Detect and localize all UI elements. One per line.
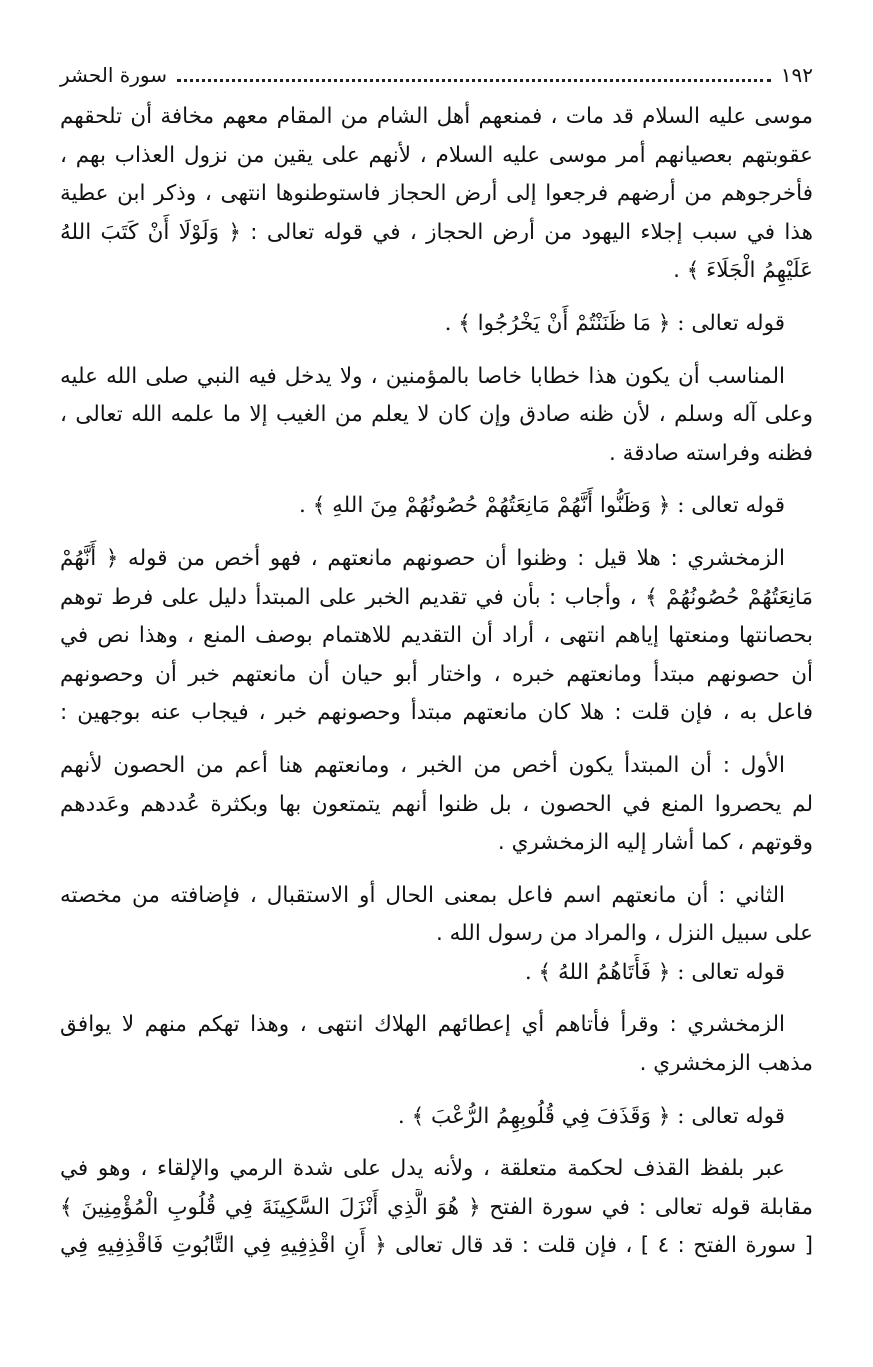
- text-line: فاعل به ، فإن قلت : هلا كان مانعتهم مبتدأ وحصونهم خبر ، فيجاب عنه بوجهين :: [60, 700, 813, 726]
- text-line: الثاني : أن مانعتهم اسم فاعل بمعنى الحال أو الاستقبال ، فإضافته من مخصته: [60, 882, 785, 908]
- text-line: على سبيل النزل ، والمراد من رسول الله .: [435, 921, 813, 947]
- paragraph: [60, 1150, 813, 1266]
- text-line: قوله تعالى : ﴿ مَا ظَنَنْتُمْ أَنْ يَخْرُجُوا ﴾ .: [444, 310, 785, 336]
- verse-heading: [60, 954, 813, 993]
- verse-heading: [60, 305, 813, 344]
- text-line: قوله تعالى : ﴿ وَقَذَفَ فِي قُلُوبِهِمُ الرُّعْبَ ﴾ .: [397, 1103, 785, 1129]
- text-line: مذهب الزمخشري .: [639, 1051, 813, 1077]
- text-line: عقوبتهم بعصيانهم أمر موسى عليه السلام ، لأنهم على يقين من نزول العذاب بهم ،: [60, 142, 813, 168]
- text-line: مَانِعَتُهُمْ حُصُونُهُمْ ﴾ ، وأجاب : بأن في تقديم الخبر على المبتدأ دليل على فرط توهم: [60, 584, 813, 610]
- text-line: فظنه وفراسته صادقة .: [609, 440, 813, 466]
- page-header: [60, 58, 813, 98]
- text-line: الأول : أن المبتدأ يكون أخص من الخبر ، ومانعتهم هنا أعم من الحصون لأنهم: [60, 752, 785, 778]
- text-line: لم يحصروا المنع في الحصون ، بل ظنوا أنهم يتمتعون بها وبكثرة عُددهم وعَددهم: [60, 791, 813, 817]
- text-line: موسى عليه السلام قد مات ، فمنعهم أهل الشام من المقام معهم مخافة أن تلحقهم: [60, 104, 813, 129]
- text-line: [ سورة الفتح : ٤ ] ، فإن قلت : قد قال تعالى ﴿ أَنِ اقْذِفِيهِ فِي التَّابُوتِ فَاقْذِفِيهِ فِي: [60, 1233, 813, 1259]
- text-line: الزمخشري : وقرأ فأتاهم أي إعطائهم الهلاك انتهى ، وهذا تهكم منهم لا يوافق: [60, 1012, 785, 1038]
- page-number: ١٩٢: [780, 63, 813, 87]
- verse-heading: [60, 487, 813, 526]
- text-line: قوله تعالى : ﴿ فَأَتَاهُمُ اللهُ ﴾ .: [524, 959, 785, 985]
- text-line: قوله تعالى : ﴿ وَظَنُّوا أَنَّهُمْ مَانِعَتُهُمْ حُصُونُهُمْ مِنَ اللهِ ﴾ .: [299, 493, 785, 519]
- surah-title: سورة الحشر: [60, 63, 168, 87]
- paragraph: [60, 358, 813, 474]
- paragraph: [60, 877, 813, 954]
- paragraph: [60, 747, 813, 863]
- paragraph: [60, 1006, 813, 1083]
- text-line: مقابلة قوله تعالى : في سورة الفتح ﴿ هُوَ الَّذِي أَنْزَلَ السَّكِينَةَ فِي قُلُوبِ الْمُؤْمِنِينَ ﴾: [60, 1194, 813, 1220]
- paragraph: [60, 98, 813, 291]
- text-line: وقوتهم ، كما أشار إليه الزمخشري .: [497, 830, 813, 856]
- text-line: عبر بلفظ القذف لحكمة متعلقة ، ولأنه يدل على شدة الرمي والإلقاء ، وهو في: [60, 1156, 785, 1182]
- text-line: المناسب أن يكون هذا خطابا خاصا بالمؤمنين ، ولا يدخل فيه النبي صلى الله عليه: [60, 363, 785, 389]
- header-dotted-rule: [177, 65, 771, 82]
- text-line: هذا في سبب إجلاء اليهود من أرض الحجاز ، في قوله تعالى : ﴿ وَلَوْلَا أَنْ كَتَبَ اللهُ: [60, 219, 813, 245]
- verse-heading: [60, 1098, 813, 1137]
- text-line: أن حصونهم مبتدأ ومانعتهم خبره ، واختار أبو حيان أن مانعتهم خبر أن وحصونهم: [60, 661, 813, 687]
- paragraph: [60, 540, 813, 733]
- text-line: وعلى آله وسلم ، لأن ظنه صادق وإن كان لا يعلم من الغيب إلا ما علمه الله تعالى ،: [60, 402, 813, 428]
- text-line: عَلَيْهِمُ الْجَلَاءَ ﴾ .: [673, 258, 813, 284]
- text-line: بحصانتها ومنعتها إياهم انتهى ، أراد أن التقديم للاهتمام بوصف المنع ، وهذا نص في: [60, 623, 813, 649]
- text-line: فأخرجوهم من أرضهم فرجعوا إلى أرض الحجاز فاستوطنوها انتهى ، وذكر ابن عطية: [60, 181, 813, 207]
- text-line: الزمخشري : هلا قيل : وظنوا أن حصونهم مانعتهم ، فهو أخص من قوله ﴿ أَنَّهُمْ: [60, 545, 785, 571]
